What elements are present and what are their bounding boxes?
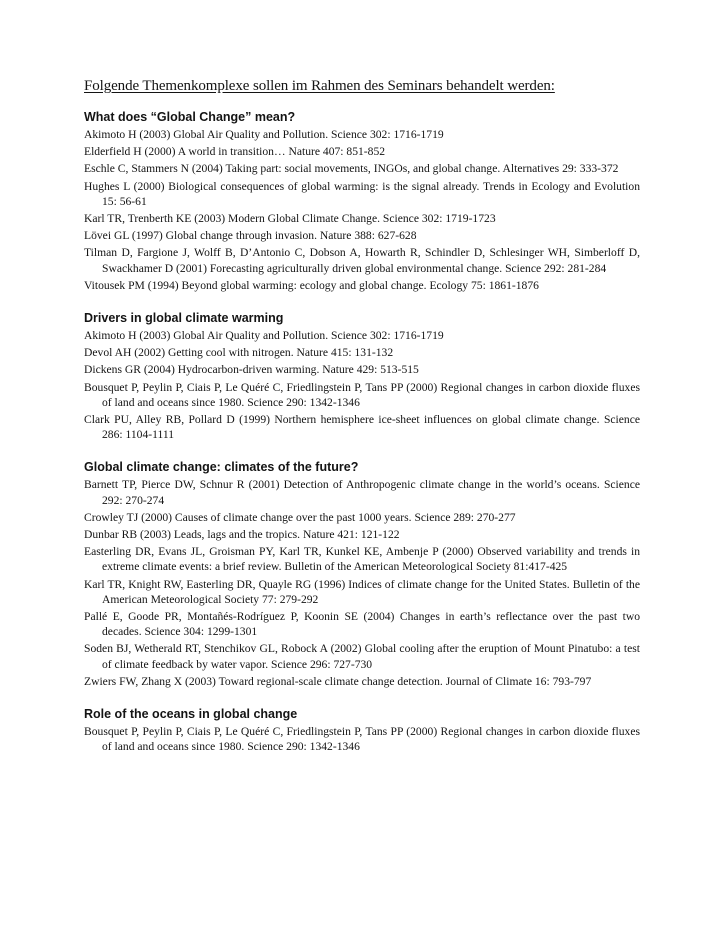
reference-item: Crowley TJ (2000) Causes of climate change over the past 1000 years. Science 289: 270-277 [84,510,516,524]
reference-item: Pallé E, Goode PR, Montañés-Rodríguez P, Koonin SE (2004) Changes in earth’s reflectance over the past two decades. Science 304: 1299-1301 [84,610,640,639]
reference-item: Akimoto H (2003) Global Air Quality and Pollution. Science 302: 1716-1719 [84,128,444,141]
reference-list [84,328,640,442]
section-role-of-oceans [84,707,640,754]
reference-list [84,127,640,293]
reference-item: Clark PU, Alley RB, Pollard D (1999) Northern hemisphere ice-sheet influences on global climate change. Science 286: 1104-1111 [84,413,640,442]
reference-item: Akimoto H (2003) Global Air Quality and Pollution. Science 302: 1716-1719 [84,329,444,343]
reference-item: Bousquet P, Peylin P, Ciais P, Le Quéré C, Friedlingstein P, Tans PP (2000) Regional changes in carbon dioxide fluxes of land and oceans since 1980. Science 290: 1342-1346 [84,380,640,409]
reference-item: Dunbar RB (2003) Leads, lags and the tropics. Nature 421: 121-122 [84,528,400,542]
section-heading: What does “Global Change” mean? [84,110,296,124]
reference-item: Karl TR, Knight RW, Easterling DR, Quayle RG (1996) Indices of climate change for the United States. Bulletin of the American Meteorological Society 77: 279-292 [84,577,640,606]
document-page [84,78,640,773]
reference-item: Bousquet P, Peylin P, Ciais P, Le Quéré C, Friedlingstein P, Tans PP (2000) Regional changes in carbon dioxide fluxes of land and oceans since 1980. Science 290: 1342-1346 [84,725,640,754]
reference-item: Easterling DR, Evans JL, Groisman PY, Karl TR, Kunkel KE, Ambenje P (2000) Observed variability and trends in extreme climate events: a brief review. Bulletin of the American Meteorological Society 81:417-425 [84,545,640,574]
reference-item: Dickens GR (2004) Hydrocarbon-driven warming. Nature 429: 513-515 [84,363,419,377]
section-heading: Drivers in global climate warming [84,311,284,326]
document-title: Folgende Themenkomplexe sollen im Rahmen des Seminars behandelt werden: [84,78,555,94]
reference-item: Soden BJ, Wetherald RT, Stenchikov GL, Robock A (2002) Global cooling after the eruption of Mount Pinatubo: a test of climate feedback by water vapor. Science 296: 727-730 [84,642,640,671]
reference-list [84,477,640,689]
section-drivers-climate-warming [84,311,640,442]
reference-item: Hughes L (2000) Biological consequences of global warming: is the signal already. Trends in Ecology and Evolution 15: 56-61 [84,179,640,208]
reference-list [84,724,640,754]
reference-item: Devol AH (2002) Getting cool with nitrogen. Nature 415: 131-132 [84,346,394,360]
reference-item: Karl TR, Trenberth KE (2003) Modern Global Climate Change. Science 302: 1719-1723 [84,212,496,226]
reference-item: Tilman D, Fargione J, Wolff B, D’Antonio C, Dobson A, Howarth R, Schindler D, Schlesinger WH, Simberloff D, Swackhamer D (2001) Forecasting agriculturally driven global environmental change. Science 292: 281-284 [84,246,640,275]
reference-item: Lövei GL (1997) Global change through invasion. Nature 388: 627-628 [84,229,417,243]
section-climates-of-the-future [84,460,640,689]
reference-item: Vitousek PM (1994) Beyond global warming: ecology and global change. Ecology 75: 1861-1876 [84,278,539,292]
reference-item: Elderfield H (2000) A world in transition… Nature 407: 851-852 [84,145,386,159]
reference-item: Eschle C, Stammers N (2004) Taking part: social movements, INGOs, and global change. Alternatives 29: 333-372 [84,162,619,176]
reference-item: Zwiers FW, Zhang X (2003) Toward regional-scale climate change detection. Journal of Climate 16: 793-797 [84,674,592,688]
section-heading: Global climate change: climates of the future? [84,460,359,475]
reference-item: Barnett TP, Pierce DW, Schnur R (2001) Detection of Anthropogenic climate change in the world’s oceans. Science 292: 270-274 [84,478,640,507]
section-heading: Role of the oceans in global change [84,707,298,722]
section-global-change-meaning [84,110,640,293]
